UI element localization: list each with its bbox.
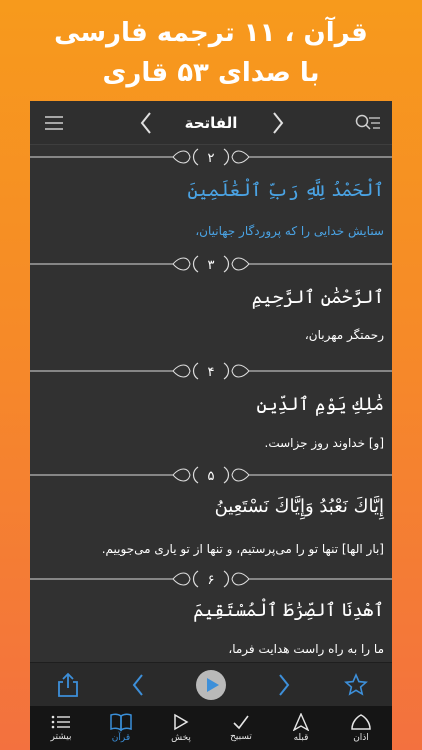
menu-button[interactable] xyxy=(36,101,72,145)
verse-number: ۵ xyxy=(207,469,215,484)
verse-arabic[interactable]: ٱلرَّحْمَٰنِ ٱلرَّحِيمِ xyxy=(251,287,384,308)
verses-list xyxy=(30,146,392,668)
search-button[interactable] xyxy=(350,101,386,145)
tab-label: قرآن xyxy=(111,733,131,743)
navigation-bar xyxy=(30,101,392,145)
promo-line-2: با صدای ۵۳ قاری xyxy=(102,58,320,88)
search-list-icon xyxy=(355,114,381,132)
share-icon xyxy=(57,672,79,698)
verse-translation[interactable]: [بار الها] تنها تو را می‌پرستیم، و تنها از تو یاری می‌جوییم. xyxy=(101,542,384,556)
verse-translation[interactable]: ما را به راه راست هدایت فرما، xyxy=(228,642,384,656)
tab-label: بیشتر xyxy=(50,732,72,742)
verse-arabic[interactable]: ٱهْدِنَا ٱلصِّرَٰطَ ٱلْمُسْتَقِيمَ xyxy=(193,600,384,621)
star-icon xyxy=(344,673,368,697)
more-list-icon xyxy=(51,714,71,730)
verse-number-divider xyxy=(30,360,392,382)
next-icon xyxy=(277,673,291,697)
verse-translation[interactable]: ستایش خدایی را که پروردگار جهانیان، xyxy=(195,224,384,238)
promo-banner xyxy=(0,0,422,100)
verse-arabic[interactable]: مَٰلِكِ يَوْمِ ٱلدِّينِ xyxy=(256,394,384,415)
previous-surah-button[interactable] xyxy=(132,101,160,145)
qibla-arrow-icon xyxy=(293,713,309,731)
tab-label: اذان xyxy=(353,733,369,743)
verse-number: ۲ xyxy=(207,151,215,166)
tab-playback[interactable] xyxy=(151,706,211,750)
next-surah-button[interactable] xyxy=(264,101,292,145)
tab-bar xyxy=(30,706,392,750)
bookmark-button[interactable] xyxy=(334,663,378,707)
share-button[interactable] xyxy=(46,663,90,707)
verse-number-divider xyxy=(30,464,392,486)
next-verse-button[interactable] xyxy=(262,663,306,707)
previous-verse-button[interactable] xyxy=(116,663,160,707)
tab-tasbih[interactable] xyxy=(211,706,271,750)
play-button[interactable] xyxy=(189,663,233,707)
verse-arabic[interactable]: ٱلْحَمْدُ لِلَّهِ رَبِّ ٱلْعَٰلَمِينَ xyxy=(187,180,384,201)
book-icon xyxy=(110,713,132,731)
tab-quran[interactable] xyxy=(91,706,151,750)
tab-azan[interactable] xyxy=(331,706,391,750)
verse-translation[interactable]: [و] خداوند روز جزاست. xyxy=(264,436,384,450)
promo-line-1: قرآن ، ۱۱ ترجمه فارسی xyxy=(54,18,368,48)
tab-qibla[interactable] xyxy=(271,706,331,750)
verse-number-divider xyxy=(30,253,392,275)
chevron-right-icon xyxy=(271,111,285,135)
play-outline-icon xyxy=(173,713,189,731)
verse-number: ۴ xyxy=(207,365,215,380)
surah-title: الفاتحة xyxy=(184,114,238,132)
mosque-icon xyxy=(350,713,372,731)
verse-number-divider xyxy=(30,568,392,590)
playback-toolbar xyxy=(30,662,392,706)
menu-icon xyxy=(44,115,64,131)
verse-arabic[interactable]: إِيَّاكَ نَعْبُدُ وَإِيَّاكَ نَسْتَعِينُ xyxy=(214,496,384,517)
play-icon xyxy=(195,669,227,701)
app-screen xyxy=(30,101,392,750)
verse-number-divider xyxy=(30,146,392,168)
previous-icon xyxy=(131,673,145,697)
verse-number: ۳ xyxy=(207,258,215,273)
tab-label: قبله xyxy=(293,733,309,743)
verse-number: ۶ xyxy=(207,573,215,588)
check-icon xyxy=(232,714,250,730)
chevron-left-icon xyxy=(139,111,153,135)
tab-label: پخش xyxy=(171,733,191,743)
verse-translation[interactable]: رحمتگر مهربان، xyxy=(304,328,384,342)
tab-more[interactable] xyxy=(31,706,91,750)
tab-label: تسبیح xyxy=(230,732,252,742)
